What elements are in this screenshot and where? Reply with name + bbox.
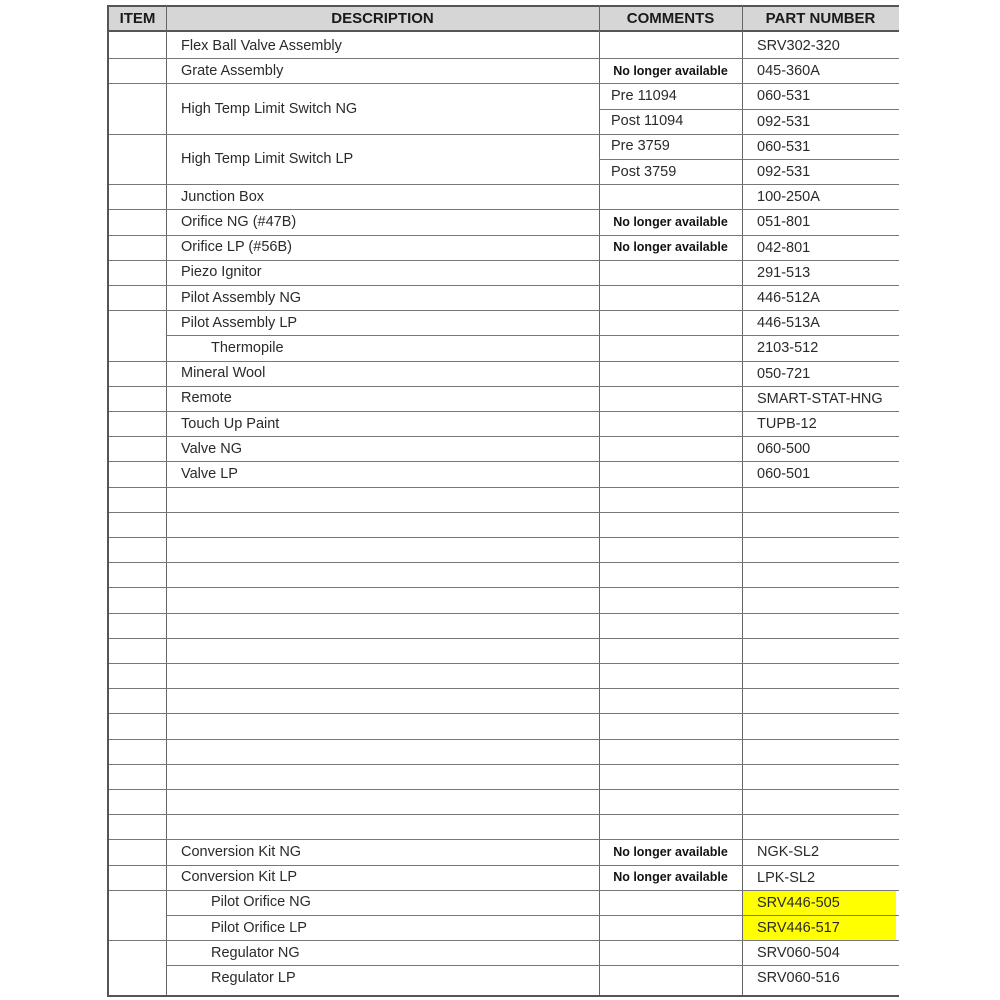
part-number-cell: TUPB-12 (757, 416, 817, 433)
row-divider (109, 613, 166, 614)
row-divider (109, 713, 166, 714)
description-cell: Regulator LP (211, 969, 296, 986)
comment-cell: Post 3759 (611, 163, 677, 180)
description-cell: Pilot Orifice LP (211, 919, 307, 936)
row-divider (599, 537, 899, 538)
availability-note: No longer available (613, 63, 728, 78)
row-divider (599, 663, 899, 664)
description-cell: Mineral Wool (181, 365, 266, 382)
row-divider (166, 739, 599, 740)
part-number-cell: 2103-512 (757, 340, 819, 357)
part-number-cell: 100-250A (757, 189, 820, 206)
row-divider (109, 361, 166, 362)
row-divider (599, 587, 899, 588)
description-cell: Pilot Orifice NG (211, 894, 311, 911)
row-divider (109, 814, 166, 815)
comment-cell: Pre 11094 (611, 87, 677, 104)
parts-table (107, 5, 899, 997)
part-number-cell: 060-531 (757, 138, 811, 155)
header-comments: COMMENTS (599, 5, 742, 32)
description-cell: Orifice NG (#47B) (181, 213, 297, 230)
description-cell: High Temp Limit Switch NG (181, 100, 358, 117)
part-number-cell: 045-360A (757, 63, 820, 80)
row-divider (599, 814, 899, 815)
row-divider (166, 638, 599, 639)
row-divider (166, 688, 599, 689)
description-cell: Pilot Assembly LP (181, 314, 298, 331)
row-divider (166, 487, 599, 488)
row-divider (109, 58, 166, 59)
part-number-cell: SRV302-320 (757, 38, 840, 55)
row-divider (109, 386, 166, 387)
row-divider (109, 134, 166, 135)
row-divider (166, 663, 599, 664)
part-number-cell: SRV060-516 (757, 970, 840, 987)
description-cell: Conversion Kit NG (181, 843, 302, 860)
row-divider (109, 512, 166, 513)
description-cell: Valve LP (181, 465, 238, 482)
header-description: DESCRIPTION (166, 5, 599, 32)
row-divider (166, 537, 599, 538)
part-number-cell: 446-512A (757, 290, 820, 307)
row-divider (166, 789, 599, 790)
row-divider (109, 764, 166, 765)
part-number-cell: SRV060-504 (757, 945, 840, 962)
part-number-cell: SRV446-505 (743, 891, 896, 915)
part-number-cell: 051-801 (757, 214, 811, 231)
row-divider (109, 310, 166, 311)
part-number-cell: 050-721 (757, 365, 811, 382)
row-divider (109, 260, 166, 261)
row-divider (109, 940, 166, 941)
row-divider (166, 613, 599, 614)
part-number-cell: 060-500 (757, 441, 811, 458)
row-divider (109, 890, 166, 891)
description-cell: Orifice LP (#56B) (181, 239, 292, 256)
part-number-cell: SRV446-517 (743, 916, 896, 940)
part-number-cell: 291-513 (757, 264, 811, 281)
row-divider (599, 789, 899, 790)
row-divider (599, 739, 899, 740)
description-cell: High Temp Limit Switch LP (181, 150, 354, 167)
row-divider (109, 663, 166, 664)
row-divider (109, 739, 166, 740)
description-cell: Junction Box (181, 188, 265, 205)
row-divider (109, 285, 166, 286)
row-divider (166, 562, 599, 563)
row-divider (166, 713, 599, 714)
description-cell: Remote (181, 390, 232, 407)
part-number-cell: NGK-SL2 (757, 844, 820, 861)
row-divider (109, 209, 166, 210)
description-cell: Touch Up Paint (181, 415, 280, 432)
row-divider (166, 587, 599, 588)
row-divider (109, 587, 166, 588)
part-number-cell: 042-801 (757, 239, 811, 256)
part-number-cell: 060-501 (757, 466, 811, 483)
header-item: ITEM (109, 5, 166, 32)
row-divider (109, 235, 166, 236)
description-cell: Thermopile (211, 339, 284, 356)
description-cell: Valve NG (181, 440, 242, 457)
description-cell: Piezo Ignitor (181, 264, 262, 281)
description-cell: Pilot Assembly NG (181, 289, 302, 306)
part-number-cell: 446-513A (757, 315, 820, 332)
row-divider (109, 789, 166, 790)
description-cell: Conversion Kit LP (181, 869, 298, 886)
comment-cell: Pre 3759 (611, 138, 670, 155)
row-divider (599, 562, 899, 563)
row-divider (109, 436, 166, 437)
row-divider (109, 184, 166, 185)
part-number-cell: SMART-STAT-HNG (757, 390, 883, 407)
availability-note: No longer available (613, 870, 728, 885)
description-cell: Flex Ball Valve Assembly (181, 37, 342, 54)
part-number-cell: 060-531 (757, 88, 811, 105)
row-divider (599, 512, 899, 513)
row-divider (109, 83, 166, 84)
row-divider (599, 688, 899, 689)
row-divider (599, 613, 899, 614)
row-divider (109, 537, 166, 538)
part-number-cell: 092-531 (757, 164, 811, 181)
description-cell: Regulator NG (211, 944, 300, 961)
row-divider (166, 814, 599, 815)
row-divider (109, 839, 166, 840)
part-number-cell: LPK-SL2 (757, 869, 816, 886)
availability-note: No longer available (613, 240, 728, 255)
description-cell: Grate Assembly (181, 62, 284, 79)
row-divider (109, 461, 166, 462)
row-divider (109, 411, 166, 412)
part-number-cell: 092-531 (757, 113, 811, 130)
row-divider (109, 487, 166, 488)
row-divider (109, 865, 166, 866)
row-divider (599, 764, 899, 765)
comment-cell: Post 11094 (611, 113, 684, 130)
row-divider (599, 638, 899, 639)
row-divider (166, 764, 599, 765)
row-divider (109, 688, 166, 689)
row-divider (166, 512, 599, 513)
row-divider (599, 713, 899, 714)
row-divider (109, 638, 166, 639)
row-divider (599, 487, 899, 488)
availability-note: No longer available (613, 844, 728, 859)
row-divider (109, 562, 166, 563)
availability-note: No longer available (613, 214, 728, 229)
header-part-number: PART NUMBER (742, 5, 899, 32)
